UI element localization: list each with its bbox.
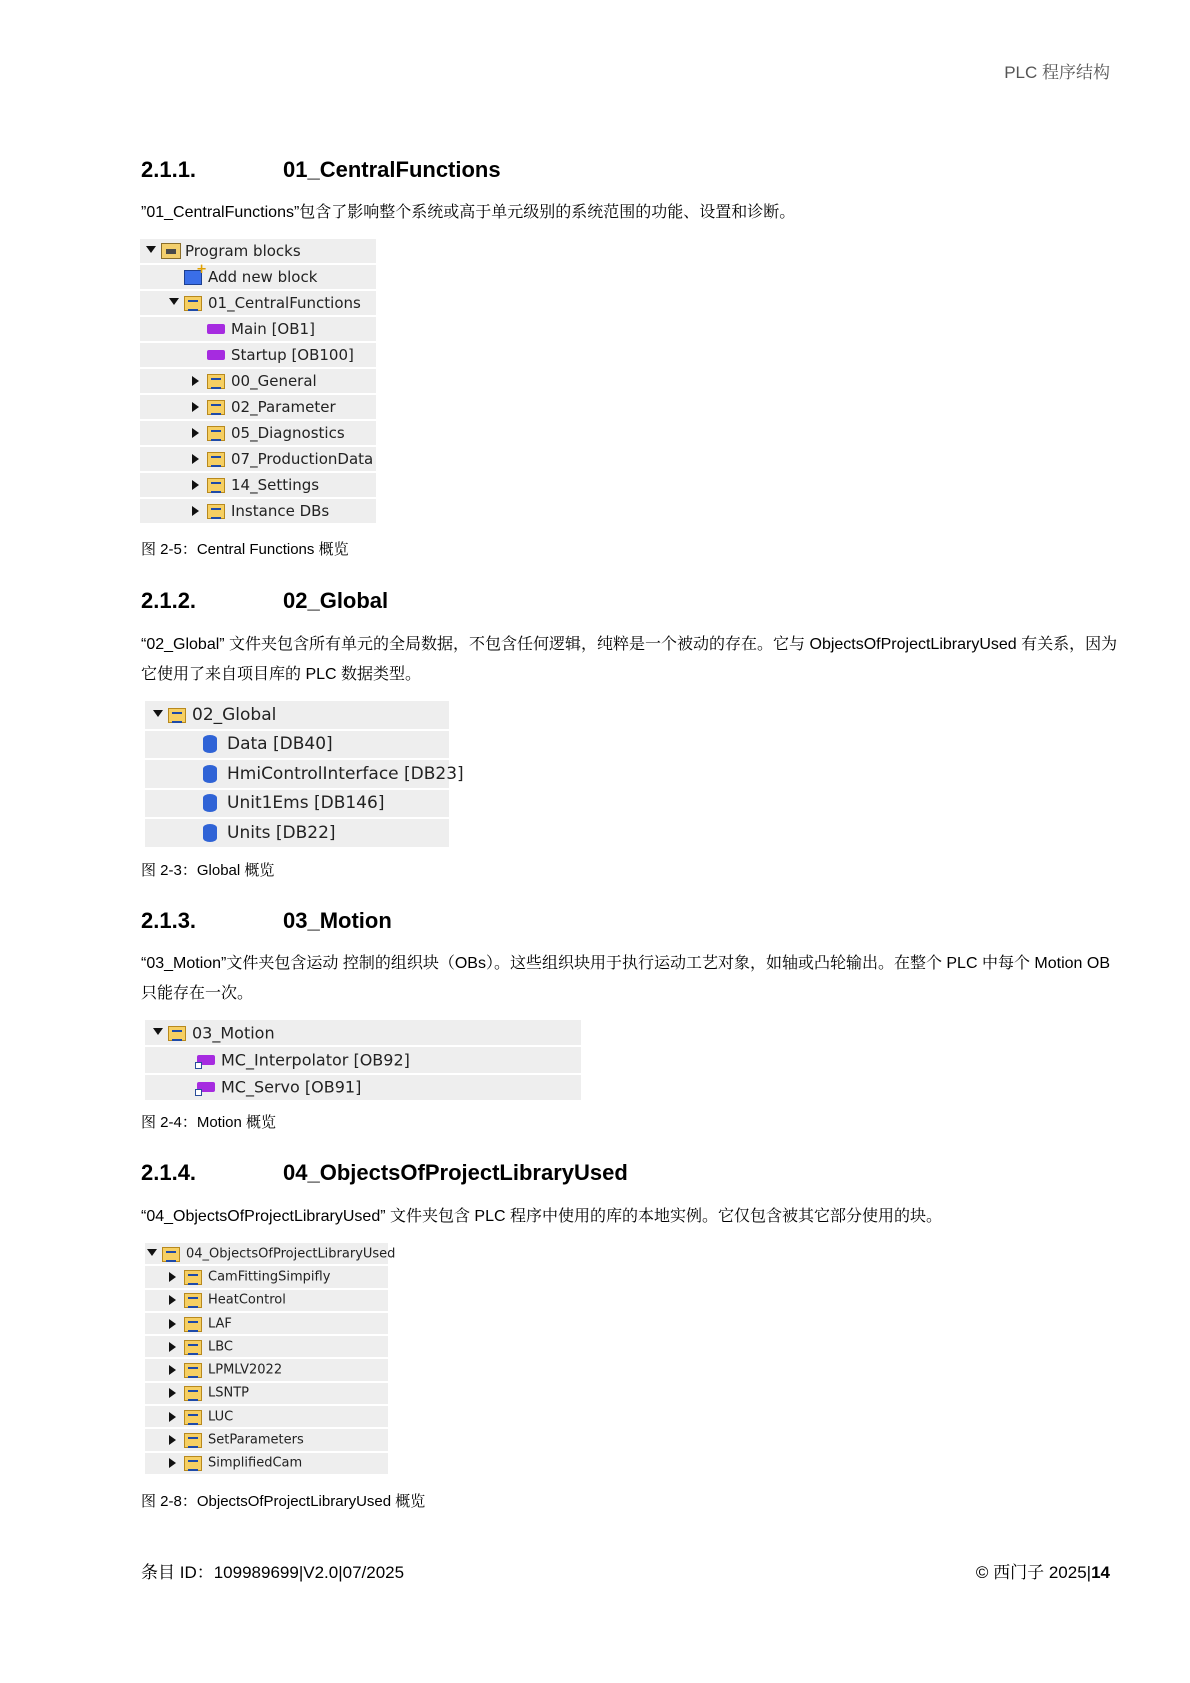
db-icon (203, 794, 217, 812)
figure-caption: 图 2-5：Central Functions 概览 (141, 541, 349, 558)
tree-row[interactable] (145, 1290, 388, 1313)
folder-icon (207, 374, 225, 389)
tree-row-label: LUC (208, 1409, 234, 1425)
footer-copyright (976, 1558, 1110, 1583)
tree-row[interactable] (140, 343, 376, 369)
tree-row[interactable] (145, 1243, 396, 1266)
folder-icon (168, 1026, 186, 1041)
section-paragraph: “04_ObjectsOfProjectLibraryUsed” 文件夹包含 PLC 程序中使用的库的本地实例。它仅包含被其它部分使用的块。 (141, 1208, 943, 1225)
tree-row-label: Add new block (208, 268, 318, 286)
folder-icon (207, 400, 225, 415)
tree-row-label: 01_CentralFunctions (208, 294, 361, 312)
section-title: 02_Global (283, 588, 389, 613)
folder-icon (184, 1410, 202, 1425)
tree-row-label: Unit1Ems [DB146] (227, 793, 385, 814)
tree-row-label: LAF (208, 1316, 232, 1332)
tree-row[interactable] (145, 731, 449, 761)
tree-row-label: MC_Interpolator [OB92] (221, 1050, 410, 1070)
ob-icon (207, 350, 225, 360)
motion-ob-icon (197, 1055, 215, 1065)
expander-collapsed-icon[interactable] (169, 1342, 176, 1352)
tree-row-label: HmiControlInterface [DB23] (227, 763, 464, 784)
expander-expanded-icon[interactable] (153, 710, 163, 717)
tree-view-central-functions (140, 239, 376, 525)
folder-icon (184, 1293, 202, 1308)
tree-row-label: LSNTP (208, 1385, 249, 1401)
tree-row-label: SimplifiedCam (208, 1455, 303, 1471)
expander-collapsed-icon[interactable] (192, 454, 199, 464)
tree-row[interactable] (140, 239, 376, 265)
page-number: 14 (1091, 1563, 1110, 1582)
expander-expanded-icon[interactable] (147, 1249, 157, 1256)
tree-row-label: 02_Parameter (231, 398, 336, 416)
tree-row-label: Data [DB40] (227, 734, 333, 755)
tree-row[interactable] (140, 447, 376, 473)
tree-row-label: 05_Diagnostics (231, 424, 345, 442)
folder-icon (207, 504, 225, 519)
expander-collapsed-icon[interactable] (192, 402, 199, 412)
section-number: 2.1.3. (141, 908, 197, 933)
tree-row-label: Startup [OB100] (231, 346, 354, 364)
section-title: 04_ObjectsOfProjectLibraryUsed (283, 1160, 628, 1185)
tree-row-label: CamFittingSimpifly (208, 1269, 331, 1285)
expander-collapsed-icon[interactable] (169, 1295, 176, 1305)
section-paragraph: ”01_CentralFunctions”包含了影响整个系统或高于单元级别的系统范围的功能、设置和诊断。 (141, 204, 796, 221)
expander-expanded-icon[interactable] (153, 1028, 163, 1035)
expander-collapsed-icon[interactable] (169, 1319, 176, 1329)
expander-collapsed-icon[interactable] (169, 1458, 176, 1468)
section-paragraph: “03_Motion”文件夹包含运动 控制的组织块（OBs）。这些组织块用于执行运动工艺对象，如轴或凸轮输出。在整个 PLC 中每个 Motion OB 只能存在一次。 (141, 955, 1110, 1002)
add-block-icon (184, 270, 202, 285)
expander-collapsed-icon[interactable] (192, 428, 199, 438)
section-heading (141, 588, 388, 614)
tree-row-label: LBC (208, 1339, 234, 1355)
tree-row[interactable] (145, 1047, 581, 1074)
tree-row[interactable] (140, 317, 376, 343)
expander-collapsed-icon[interactable] (169, 1272, 176, 1282)
lock-icon (195, 1062, 202, 1069)
tree-row[interactable] (145, 1359, 388, 1382)
tree-row-label: HeatControl (208, 1292, 286, 1308)
tree-view-global (145, 701, 464, 849)
tree-row[interactable] (145, 701, 449, 731)
tree-row[interactable] (145, 1020, 581, 1047)
folder-icon (184, 1386, 202, 1401)
tree-row[interactable] (140, 291, 376, 317)
section-paragraph: “02_Global” 文件夹包含所有单元的全局数据，不包含任何逻辑，纯粹是一个被动的存在。它与 ObjectsOfProjectLibraryUsed 有关系，因为它使用了来自项目库的 PLC 数据类型。 (141, 636, 1118, 683)
expander-collapsed-icon[interactable] (169, 1388, 176, 1398)
figure-caption: 图 2-3：Global 概览 (141, 862, 275, 879)
folder-icon (184, 1433, 202, 1448)
tree-row-label: LPMLV2022 (208, 1362, 283, 1378)
tree-row-label: Main [OB1] (231, 320, 315, 338)
folder-icon (184, 296, 202, 311)
tree-row[interactable] (145, 1313, 388, 1336)
expander-collapsed-icon[interactable] (169, 1412, 176, 1422)
tree-row[interactable] (145, 1429, 388, 1452)
expander-collapsed-icon[interactable] (169, 1435, 176, 1445)
tree-row[interactable] (140, 499, 376, 525)
expander-expanded-icon[interactable] (169, 298, 179, 305)
folder-icon (207, 426, 225, 441)
tree-row[interactable] (140, 369, 376, 395)
folder-icon (184, 1317, 202, 1332)
tree-row-label: Program blocks (185, 242, 301, 260)
tree-row-label: 07_ProductionData (231, 450, 374, 468)
tree-row[interactable] (140, 265, 376, 291)
tree-row[interactable] (145, 1406, 388, 1429)
section-title: 01_CentralFunctions (283, 157, 501, 182)
db-icon (203, 765, 217, 783)
expander-collapsed-icon[interactable] (192, 506, 199, 516)
folder-icon (184, 1456, 202, 1471)
running-header: PLC 程序结构 (1004, 63, 1110, 82)
tree-row[interactable] (140, 395, 376, 421)
program-blocks-icon (161, 243, 181, 259)
tree-row[interactable] (145, 760, 464, 790)
expander-expanded-icon[interactable] (146, 246, 156, 253)
tree-row[interactable] (145, 1336, 388, 1359)
tree-row[interactable] (145, 1075, 581, 1102)
db-icon (203, 735, 217, 753)
db-icon (203, 824, 217, 842)
section-heading (141, 1160, 628, 1186)
tree-row-label: SetParameters (208, 1432, 304, 1448)
tree-row[interactable] (145, 819, 449, 849)
tree-row-label: Units [DB22] (227, 822, 336, 843)
tree-row-label: MC_Servo [OB91] (221, 1077, 362, 1097)
tree-view-motion (145, 1020, 581, 1102)
folder-icon (184, 1363, 202, 1378)
tree-row[interactable] (145, 1453, 388, 1476)
figure-caption: 图 2-8：ObjectsOfProjectLibraryUsed 概览 (141, 1493, 426, 1510)
section-number: 2.1.2. (141, 588, 197, 613)
folder-icon (184, 1270, 202, 1285)
ob-icon (207, 324, 225, 334)
tree-row-label: 03_Motion (192, 1023, 275, 1043)
tree-row[interactable] (145, 1383, 388, 1406)
tree-row[interactable] (145, 1266, 388, 1289)
expander-collapsed-icon[interactable] (192, 376, 199, 386)
tree-row-label: 14_Settings (231, 476, 320, 494)
folder-icon (207, 452, 225, 467)
tree-row-label: 02_Global (192, 704, 277, 725)
tree-row[interactable] (145, 790, 449, 820)
footer-entry-id: 条目 ID：109989699|V2.0|07/2025 (141, 1563, 405, 1582)
folder-icon (168, 708, 186, 723)
section-number: 2.1.1. (141, 157, 197, 182)
section-heading (141, 157, 501, 183)
tree-row[interactable] (140, 421, 376, 447)
folder-icon (162, 1247, 180, 1262)
tree-row-label: 04_ObjectsOfProjectLibraryUsed (186, 1246, 396, 1262)
section-number: 2.1.4. (141, 1160, 197, 1185)
lock-icon (195, 1089, 202, 1096)
section-title: 03_Motion (283, 908, 392, 933)
folder-icon (207, 478, 225, 493)
section-heading (141, 908, 392, 934)
tree-row-label: 00_General (231, 372, 317, 390)
figure-caption: 图 2-4：Motion 概览 (141, 1114, 277, 1131)
tree-row[interactable] (140, 473, 376, 499)
tree-view-project-library (145, 1243, 396, 1476)
copyright-text: © 西门子 2025| (975, 1563, 1092, 1582)
motion-ob-icon (197, 1082, 215, 1092)
folder-icon (184, 1340, 202, 1355)
expander-collapsed-icon[interactable] (192, 480, 199, 490)
tree-row-label: Instance DBs (231, 502, 330, 520)
expander-collapsed-icon[interactable] (169, 1365, 176, 1375)
